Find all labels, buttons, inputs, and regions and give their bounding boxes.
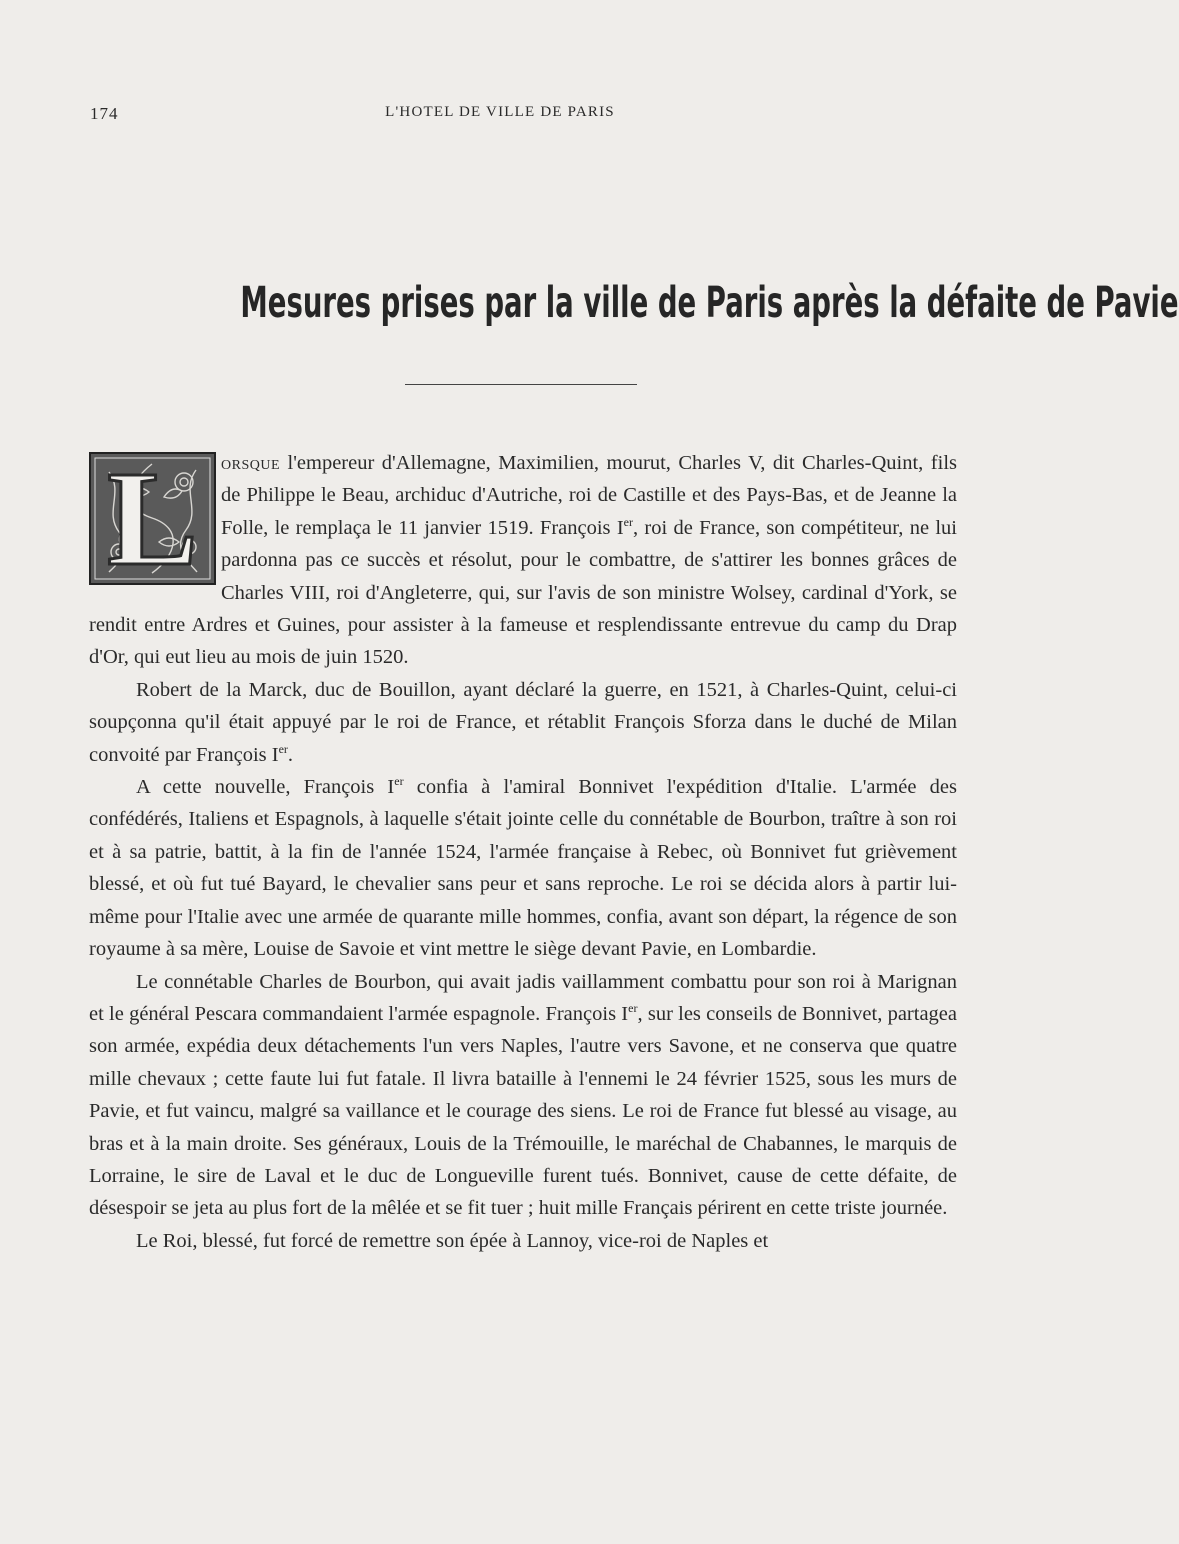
dropcap-lead: orsque [221, 452, 281, 474]
page-number: 174 [90, 104, 119, 123]
paragraph-3-text-a: A cette nouvelle, François I [136, 776, 395, 799]
running-title: L'HOTEL DE VILLE DE PARIS [385, 104, 615, 120]
body-text [89, 443, 957, 1257]
running-head [0, 104, 1000, 128]
paragraph-4 [89, 966, 957, 1225]
paragraph-3 [89, 771, 957, 965]
paragraph-2-text-b: . [287, 743, 294, 766]
paragraph-4-text-b: , sur les conseils de Bonnivet, partagea son armée, expédia deux détachements l'un vers Naples, l'autre vers Savone, et ne conserva que quatre mille chevaux ; cette faute lui fut fatale. Il livra bataille à l'ennemi le 24 février 1525, sous les murs de Pavie, et fut vaincu, malgré sa vaillance et le courage des siens. Le roi de France fut blessé au visage, au bras et à la main droite. Ses généraux, Louis de la Trémouille, le maréchal de Chabannes, le marquis de Lorraine, le sire de Laval et le duc de Longueville furent tués. Bonnivet, cause de cette défaite, de désespoir se jeta au plus fort de la mêlée et se fit tuer ; huit mille Français périrent en cette triste journée. [89, 1002, 957, 1220]
superscript: er [628, 1001, 638, 1016]
paragraph-1 [89, 443, 957, 674]
paragraph-2-text-a: Robert de la Marck, duc de Bouillon, ayant déclaré la guerre, en 1521, à Charles-Quint, celui-ci soupçonna qu'il était appuyé par le roi de France, et rétablit François Sforza dans le duché de Milan convoité par François I [89, 678, 957, 766]
superscript: er [394, 774, 404, 789]
paragraph-4-text-a: Le connétable Charles de Bourbon, qui avait jadis vaillamment combattu pour son roi à Marignan et le général Pescara commandaient l'armée espagnole. François I [89, 970, 957, 1025]
chapter-title: Mesures prises par la ville de Paris après la défaite de Pavie [240, 278, 1179, 328]
dropcap-letter: L [107, 443, 198, 594]
superscript: er [278, 741, 288, 756]
paragraph-3-text-b: confia à l'amiral Bonnivet l'expédition d'Italie. L'armée des confédérés, Italiens et Espagnols, à laquelle s'était jointe celle du connétable de Bourbon, traître à son roi et à sa patrie, battit, à la fin de l'année 1524, l'armée française à Rebec, où Bonnivet fut grièvement blessé, et où fut tué Bayard, le chevalier sans peur et sans reproche. Le roi se décida alors à partir lui-même pour l'Italie avec une armée de quarante mille hommes, confia, avant son départ, la régence de son royaume à sa mère, Louise de Savoie et vint mettre le siège devant Pavie, en Lombardie. [89, 776, 957, 961]
paragraph-1-text-b: , roi de France, son compétiteur, ne lui pardonna pas ce succès et résolut, pour le combattre, de s'attirer les bonnes grâces de Charles VIII, roi d'Angleterre, qui, sur l'avis de son ministre Wolsey, cardinal d'York, se rendit entre Ardres et Guines, pour assister à la fameuse et resplendissante entrevue du camp du Drap d'Or, qui eut lieu au mois de juin 1520. [89, 516, 957, 669]
paragraph-5 [89, 1225, 957, 1257]
paragraph-1-text-a: l'empereur d'Allemagne, Maximilien, mourut, Charles V, dit Charles-Quint, fils de Philippe le Beau, archiduc d'Autriche, roi de Castille et des Pays-Bas, et de Jeanne la Folle, le remplaça le 11 janvier 1519. François I [221, 452, 957, 539]
ornamental-dropcap [89, 443, 216, 594]
paragraph-2 [89, 674, 957, 771]
title-divider [405, 384, 637, 385]
superscript: er [623, 514, 633, 529]
paragraph-5-text-a: Le Roi, blessé, fut forcé de remettre son épée à Lannoy, vice-roi de Naples et [136, 1229, 769, 1252]
